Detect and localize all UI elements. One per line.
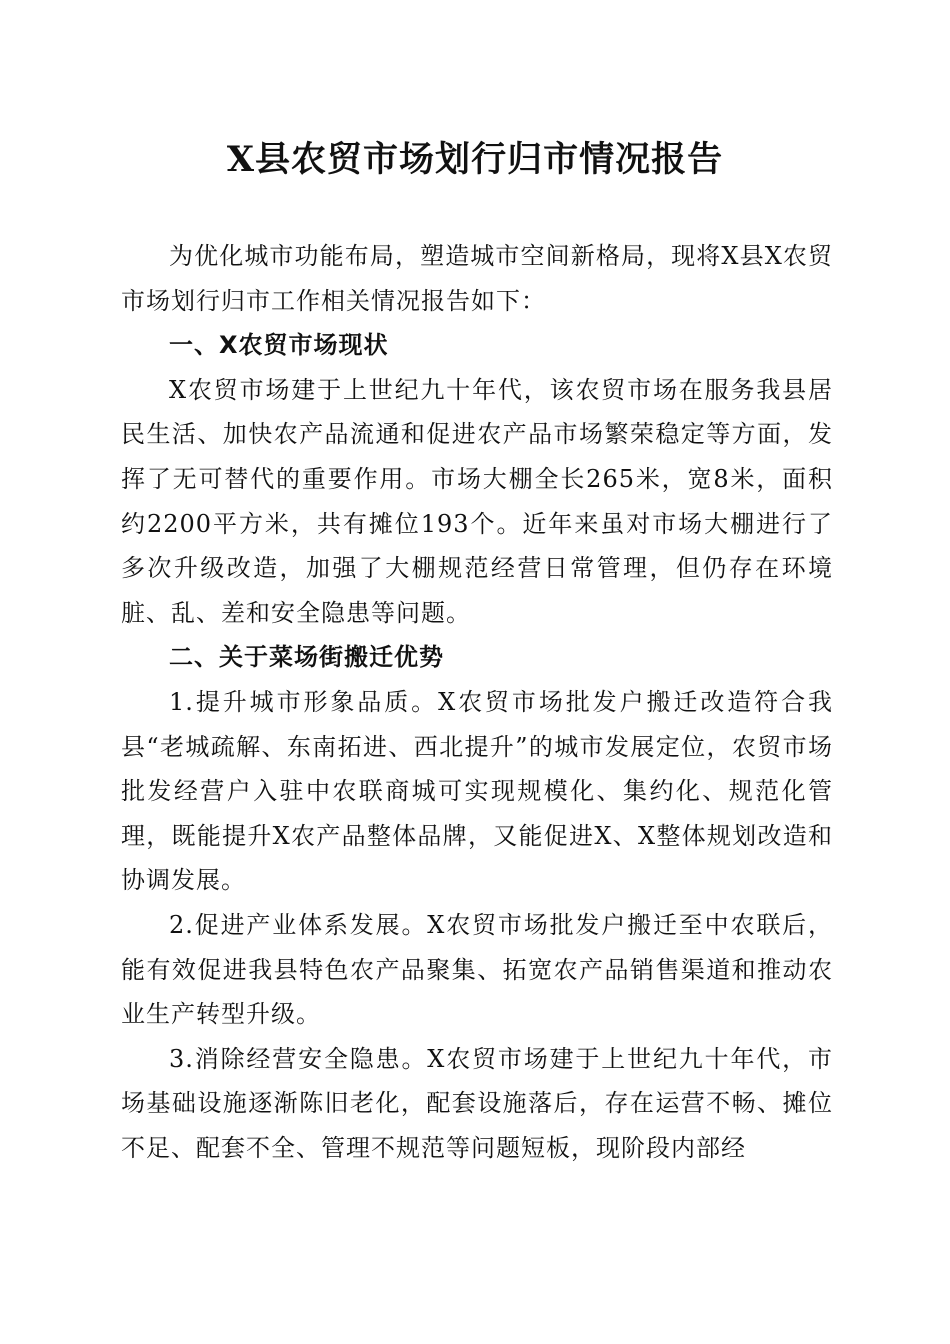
section-2-item-2: 2.促进产业体系发展。X农贸市场批发户搬迁至中农联后，能有效促进我县特色农产品聚集、拓宽农产品销售渠道和推动农业生产转型升级。 (121, 910, 833, 1029)
document-body (121, 234, 833, 1170)
section-2-item-1: 1.提升城市形象品质。X农贸市场批发户搬迁改造符合我县“老城疏解、东南拓进、西北提升”的城市发展定位，农贸市场批发经营户入驻中农联商城可实现规模化、集约化、规范化管理，既能提升X农产品整体品牌，又能促进X、X整体规划改造和协调发展。 (121, 687, 833, 895)
section-1-paragraph: X农贸市场建于上世纪九十年代，该农贸市场在服务我县居民生活、加快农产品流通和促进农产品市场繁荣稳定等方面，发挥了无可替代的重要作用。市场大棚全长265米，宽8米，面积约2200平方米，共有摊位193个。近年来虽对市场大棚进行了多次升级改造，加强了大棚规范经营日常管理，但仍存在环境脏、乱、差和安全隐患等问题。 (121, 375, 833, 627)
document-title: X县农贸市场划行归市情况报告 (226, 139, 724, 180)
section-1-heading: 一、X农贸市场现状 (169, 331, 389, 360)
section-2-item-3: 3.消除经营安全隐患。X农贸市场建于上世纪九十年代，市场基础设施逐渐陈旧老化，配套设施落后，存在运营不畅、摊位不足、配套不全、管理不规范等问题短板，现阶段内部经 (121, 1044, 833, 1162)
section-2-heading: 二、关于菜场街搬迁优势 (169, 643, 444, 672)
intro-paragraph: 为优化城市功能布局，塑造城市空间新格局，现将X县X农贸市场划行归市工作相关情况报告如下： (121, 242, 833, 315)
